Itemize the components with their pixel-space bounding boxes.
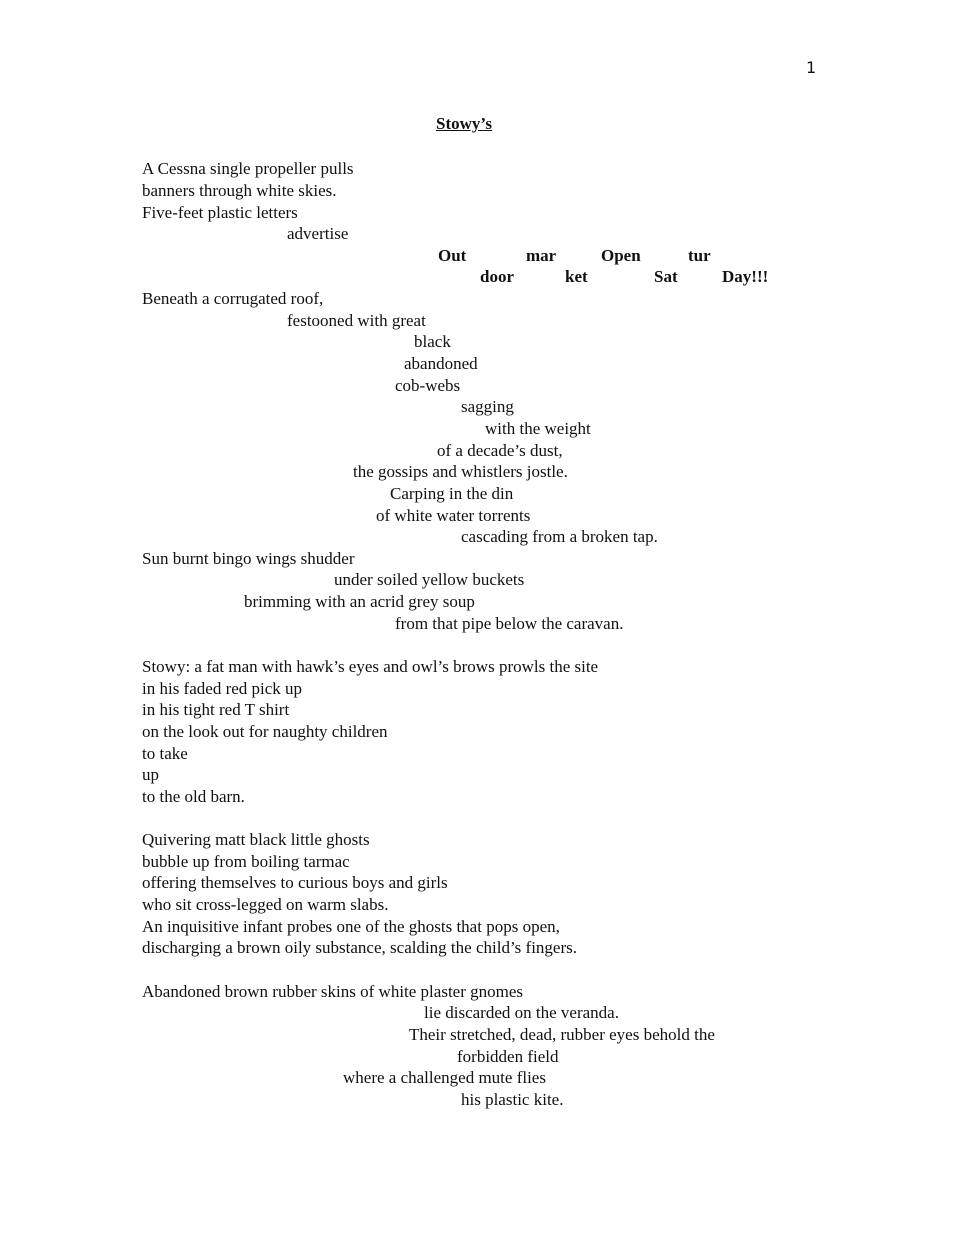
poem-line: offering themselves to curious boys and girls: [142, 873, 448, 892]
poem-line: advertise: [287, 224, 349, 243]
poem-line: bubble up from boiling tarmac: [142, 852, 350, 871]
poem-line: festooned with great: [287, 311, 426, 330]
poem-line: A Cessna single propeller pulls: [142, 159, 354, 178]
poem-line: of a decade’s dust,: [437, 441, 563, 460]
poem-line: banners through white skies.: [142, 181, 337, 200]
poem-line: under soiled yellow buckets: [334, 570, 525, 589]
poem-line: who sit cross-legged on warm slabs.: [142, 895, 389, 914]
banner-word: Sat: [654, 267, 678, 286]
poem-line: Abandoned brown rubber skins of white plaster gnomes: [142, 982, 524, 1001]
poem-line: of white water torrents: [376, 506, 531, 525]
poem-line: discharging a brown oily substance, scalding the child’s fingers.: [142, 938, 577, 957]
poem-line: lie discarded on the veranda.: [424, 1003, 619, 1022]
poem-line: black: [414, 332, 451, 351]
banner-word: tur: [688, 246, 711, 265]
banner-word: ket: [565, 267, 588, 286]
poem-line: Their stretched, dead, rubber eyes behold the: [409, 1025, 715, 1044]
poem-line: Sun burnt bingo wings shudder: [142, 549, 355, 568]
banner-word: mar: [526, 246, 557, 265]
poem-line: Quivering matt black little ghosts: [142, 830, 370, 849]
poem-line: Stowy: a fat man with hawk’s eyes and owl’s brows prowls the site: [142, 657, 599, 676]
banner-word: Day!!!: [722, 267, 769, 286]
poem-line: abandoned: [404, 354, 478, 373]
poem-line: brimming with an acrid grey soup: [244, 592, 475, 611]
poem-line: with the weight: [485, 419, 591, 438]
poem-line: on the look out for naughty children: [142, 722, 388, 741]
poem-line: cob-webs: [395, 376, 461, 395]
poem-line: from that pipe below the caravan.: [395, 614, 624, 633]
poem-line: Five-feet plastic letters: [142, 203, 298, 222]
poem-line: to take: [142, 744, 188, 763]
poem-line: his plastic kite.: [461, 1090, 564, 1109]
poem-line: Carping in the din: [390, 484, 514, 503]
poem-line: cascading from a broken tap.: [461, 527, 658, 546]
poem-line: where a challenged mute flies: [343, 1068, 546, 1087]
poem-line: up: [142, 765, 159, 784]
poem-line: sagging: [461, 397, 514, 416]
poem-line: in his faded red pick up: [142, 679, 303, 698]
poem-title: Stowy’s: [436, 114, 493, 133]
poem-line: to the old barn.: [142, 787, 245, 806]
poem-line: the gossips and whistlers jostle.: [353, 462, 568, 481]
banner-word: door: [480, 267, 514, 286]
poem-line: Beneath a corrugated roof,: [142, 289, 324, 308]
poem-line: forbidden field: [457, 1047, 559, 1066]
banner-word: Open: [601, 246, 641, 265]
banner-word: Out: [438, 246, 467, 265]
poem-line: in his tight red T shirt: [142, 700, 290, 719]
poem-line: An inquisitive infant probes one of the ghosts that pops open,: [142, 917, 560, 936]
page-number: 1: [806, 58, 817, 77]
